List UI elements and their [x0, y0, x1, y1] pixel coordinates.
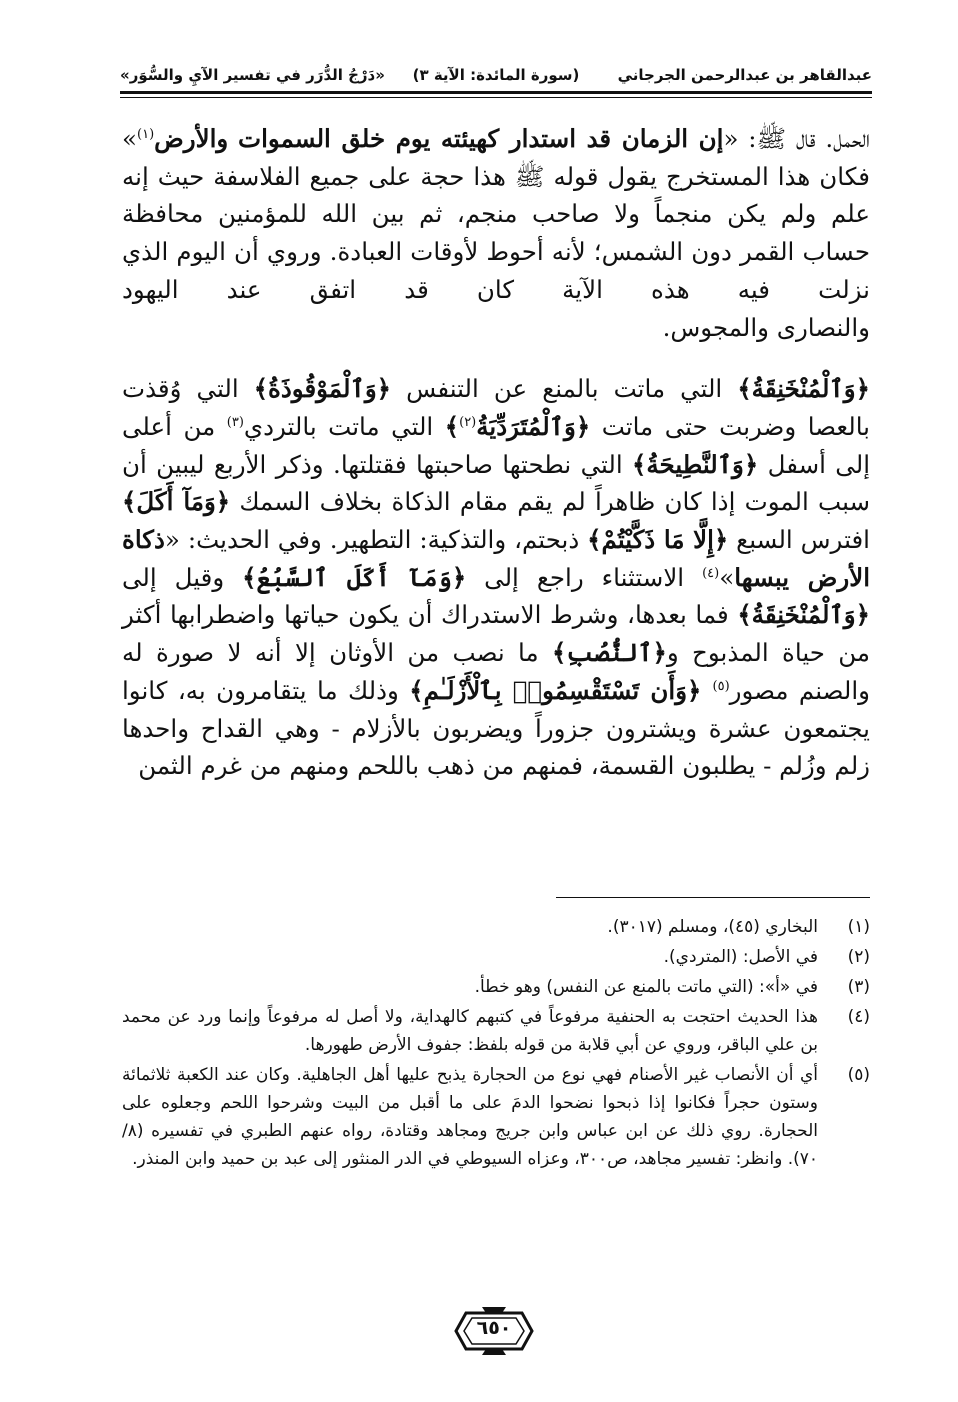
paragraph-2: ﴿وَٱلْمُنْخَنِقَةُ﴾ التي ماتت بالمنع عن التنفس ﴿وَٱلْمَوْقُوذَةُ﴾ التي وُقذت بالعصا وضربت حتى ماتت ﴿وَٱلْمُتَرَدِّيَةُ$^{(٢)}$﴾ التي ماتت بالتردي$^{(٣)}$ من أعلى إلى أسفل ﴿وَٱلنَّطِيحَةُ﴾ التي نطحتها صاحبتها فقتلتها. وذكر الأربع ليبين أن سبب الموت إذا كان ظاهراً لم يقم مقام الذكاة بخلاف السمك ﴿وَمَآ أَكَلَ﴾ افترس السبع ﴿إِلَّا مَا ذَكَّيْتُمْ﴾ ذبحتم، والتذكية: التطهير. وفي الحديث: «ذكاة الأرض يبسها»$^{(٤)}$ الاستثناء راجع إلى ﴿وَمَآ أَكَلَ ٱلسَّبُعُ﴾ وقيل إلى ﴿وَٱلْمُنْخَنِقَةُ﴾ فما بعدها، وشرط الاستدراك أن يكون حياتها واضطرابها أكثر من حياة المذبوح و﴿ٱلنُّصُبِ﴾ ما نصب من الأوثان إلا أنه لا صورة له والصنم مصور$^{(٥)}$ ﴿وَأَن تَسْتَقْسِمُوا۟ بِٱلْأَزْلَـٰمِ﴾ وذلك ما يتقامرون به، كانوا يجتمعون عشرة ويشترون جزوراً ويضربون بالأزلام - وهي القداح واحدها زلم وزُلم - يطلبون القسمة، فمنهم من ذهب باللحم ومنهم من غرم الثمن	[122, 374, 871, 781]
footnote-ref-2: (٢)	[459, 414, 477, 430]
paragraph-1: الحمل. قال ﷺ: «إن الزمان قد استدار كهيئته يوم خلق السموات والأرض$^{(١)}$» فكان هذا المستخرج يقول قوله ﷺ هذا حجة على جميع الفلاسفة حيث إنه علم ولم يكن منجماً ولا صاحب منجم، ثم بين الله للمؤمنين محافظة حساب القمر دون الشمس؛ لأنه أحوط لأوقات العبادة. وروي أن اليوم الذي نزلت فيه هذه الآية كان قد اتفق عند اليهود	[122, 124, 870, 304]
footnote-item	[122, 1061, 870, 1173]
footnote-number: (١)	[847, 917, 870, 937]
footnote-text: البخاري (٤٥)، ومسلم (٣٠١٧).	[607, 917, 818, 937]
footnote-separator	[556, 897, 870, 898]
running-header	[120, 62, 872, 88]
quran-quote: ﴿وَٱلْمُنْخَنِقَةُ﴾	[737, 374, 870, 404]
footnote-number: (٤)	[847, 1007, 870, 1027]
quran-quote: ﴿وَمَآ أَكَلَ ٱلسَّبُعُ﴾	[242, 562, 467, 592]
footnote-number: (٣)	[847, 977, 870, 997]
footnote-item	[122, 973, 870, 1001]
paragraph-gap	[122, 346, 870, 370]
quran-quote: ﴿وَٱلْمُتَرَدِّيَةُ	[476, 411, 591, 441]
footnote-item	[122, 943, 870, 971]
footnote-ref-3: (٣)	[226, 414, 244, 430]
footnote-text: أي أن الأنصاب غير الأصنام فهي نوع من الحجارة يذبح عليها أهل الجاهلية. وكان عند الكعبة ثلاثمائة وستون حجراً فكانوا إذا ذبحوا نضحوا الدمَ على ما أقبل من البيت وشرحوا اللحم وجعلوه على الحجارة. روي ذلك عن ابن عباس وابن جريج ومجاهد وقتادة، رواه عنهم الطبري في تفسيره (٨/ ٧٠). وانظر: تفسير مجاهد، ص٣٠٠، وعزاه السيوطي في الدر المنثور إلى عبد بن حميد وابن المنذر.	[122, 1065, 818, 1169]
header-rule-thick	[120, 91, 872, 94]
footnote-text: هذا الحديث احتجت به الحنفية مرفوعاً في كتبهم كالهداية، ولا أصل له مرفوعاً وإنما ورد عن محمد بن علي الباقر، وروي عن أبي قلابة من قوله بلفظ: جفوف الأرض طهورها.	[122, 1007, 818, 1055]
quran-quote: ﴿وَٱلْمُنْخَنِقَةُ﴾	[737, 600, 870, 630]
footnote-ref-5: (٥)	[712, 678, 730, 694]
main-text	[122, 120, 870, 785]
footnote-text: في الأصل: (المتردي).	[663, 947, 818, 967]
header-rule-thin	[120, 97, 872, 98]
quran-quote: ﴿ٱلنُّصُبِ﴾	[552, 638, 667, 668]
footnote-item	[122, 1003, 870, 1059]
quran-quote: ﴿إِلَّا مَا ذَكَّيْتُمْ﴾	[587, 525, 729, 555]
paragraph-1-end: والنصارى والمجوس.	[662, 312, 870, 342]
quran-quote: ﴿وَٱلنَّطِيحَةُ﴾	[632, 449, 759, 479]
hadith-text: إن الزمان قد استدار كهيئته يوم خلق السموات	[238, 124, 724, 153]
footnote-number: (٥)	[847, 1065, 870, 1085]
footnote-item	[122, 913, 870, 941]
footnotes	[122, 913, 870, 1175]
header-author: عبدالقاهر بن عبدالرحمن الجرجاني	[617, 66, 872, 84]
page-number: ٦٥٠	[476, 1317, 512, 1339]
quran-quote: ﴿وَمَآ أَكَلَ﴾	[122, 487, 231, 517]
header-book-title: «دَرْجُ الدُّرَر في تفسير الآيِ والسُّوَر»	[120, 66, 385, 84]
header-location: (سورة المائدة: الآية ٣)	[412, 66, 580, 84]
footnote-number: (٢)	[847, 947, 870, 967]
footnote-ref-4: (٤)	[702, 565, 720, 581]
hadith-text: ذكاة الأرض يبسها	[122, 525, 871, 592]
quran-quote: ﴿وَأَن تَسْتَقْسِمُوا۟ بِٱلْأَزْلَـٰمِ﴾	[409, 675, 713, 705]
footnote-text: في «أ»: (التي ماتت بالمنع عن النفس) وهو خطأ.	[474, 977, 818, 997]
footnote-ref-1: (١)	[137, 126, 155, 142]
page-number-ornament	[452, 1303, 536, 1359]
quran-quote: ﴿وَٱلْمَوْقُوذَةُ﴾	[253, 374, 392, 404]
